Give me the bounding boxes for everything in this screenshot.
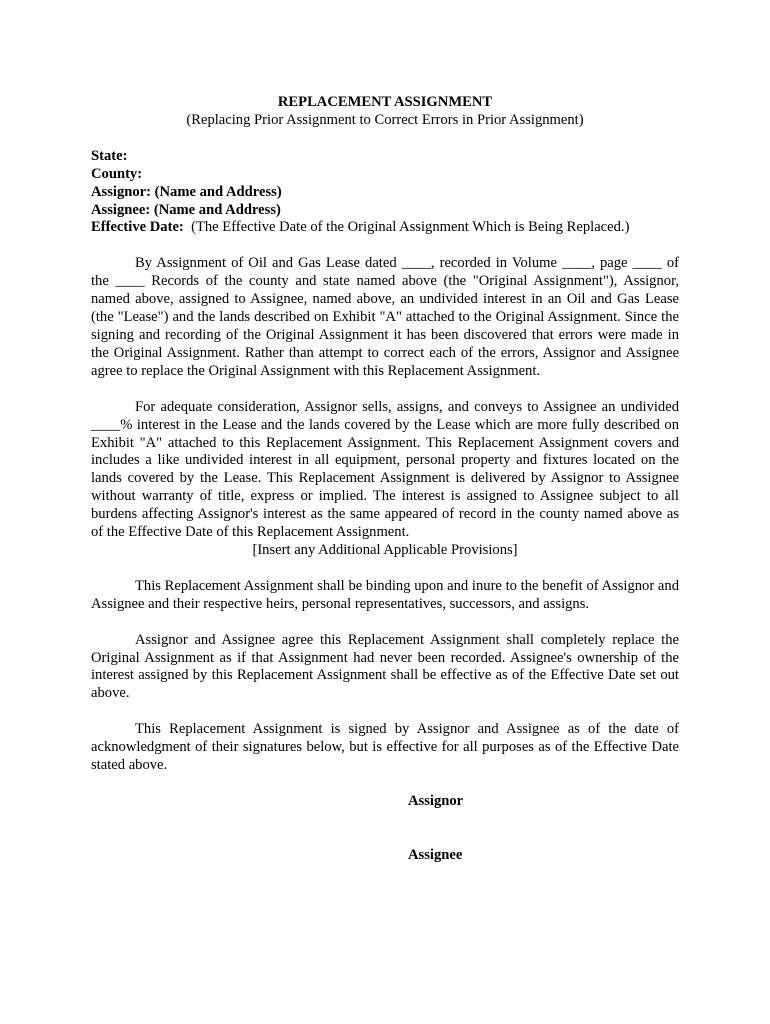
- header-fields: [91, 148, 679, 238]
- assignee-label: Assignee: (Name and Address): [91, 201, 281, 218]
- paragraph-signing: This Replacement Assignment is signed by Assignor and Assignee as of the date of acknowledgment of their signatures below, but is effective for all purposes as of the Effective Date stated above.: [91, 721, 679, 774]
- state-label: State:: [91, 147, 128, 164]
- document-title: REPLACEMENT ASSIGNMENT: [277, 94, 493, 110]
- state-field: [91, 148, 679, 166]
- county-field: [91, 166, 679, 184]
- assignor-label: Assignor: (Name and Address): [91, 183, 282, 200]
- document-subtitle: (Replacing Prior Assignment to Correct Errors in Prior Assignment): [186, 111, 584, 128]
- paragraph-binding: This Replacement Assignment shall be binding upon and inure to the benefit of Assignor and Assignee and their respective heirs, personal representatives, successors, and assigns.: [91, 577, 679, 612]
- effective-date-field: [91, 219, 679, 237]
- assignee-signature-label: Assignee: [408, 846, 463, 863]
- insert-provisions-placeholder: [Insert any Additional Applicable Provisions]: [252, 541, 518, 558]
- assignor-field: [91, 184, 679, 202]
- effective-date-label: Effective Date:: [91, 219, 184, 236]
- paragraph-original-assignment: By Assignment of Oil and Gas Lease dated ____, recorded in Volume ____, page ____ of the ____ Records of the county and state named above (the "Original Assignment"), Assignor, named above, assigned to Assignee, named above, an undivided interest in an Oil and Gas Lease (the "Lease") and the lands described on Exhibit "A" attached to the Original Assignment. Since the signing and recording of the Original Assignment it has been discovered that errors were made in the Original Assignment. Rather than attempt to correct each of the errors, Assignor and Assignee agree to replace the Original Assignment with this Replacement Assignment.: [91, 255, 679, 379]
- document-page: [91, 94, 679, 865]
- paragraph-conveyance: For adequate consideration, Assignor sells, assigns, and conveys to Assignee an undivided ____% interest in the Lease and the lands covered by the Lease which are more fully described on Exhibit "A" attached to this Replacement Assignment. This Replacement Assignment covers and includes a like undivided interest in all equipment, personal property and fixtures located on the lands covered by the Lease. This Replacement Assignment is delivered by Assignor to Assignee without warranty of title, express or implied. The interest is assigned to Assignee subject to all burdens affecting Assignor's interest as the same appeared of record in the county named above as of the Effective Date of this Replacement Assignment.: [91, 398, 679, 541]
- assignor-signature-label: Assignor: [408, 793, 464, 809]
- effective-date-note: (The Effective Date of the Original Assignment Which is Being Replaced.): [191, 219, 630, 236]
- paragraph-replacement: Assignor and Assignee agree this Replacement Assignment shall completely replace the Original Assignment as if that Assignment had never been recorded. Assignee's ownership of the interest assigned by this Replacement Assignment shall be effective as of the Effective Date set out above.: [91, 631, 679, 702]
- assignee-field: [91, 202, 679, 220]
- county-label: County:: [91, 165, 143, 182]
